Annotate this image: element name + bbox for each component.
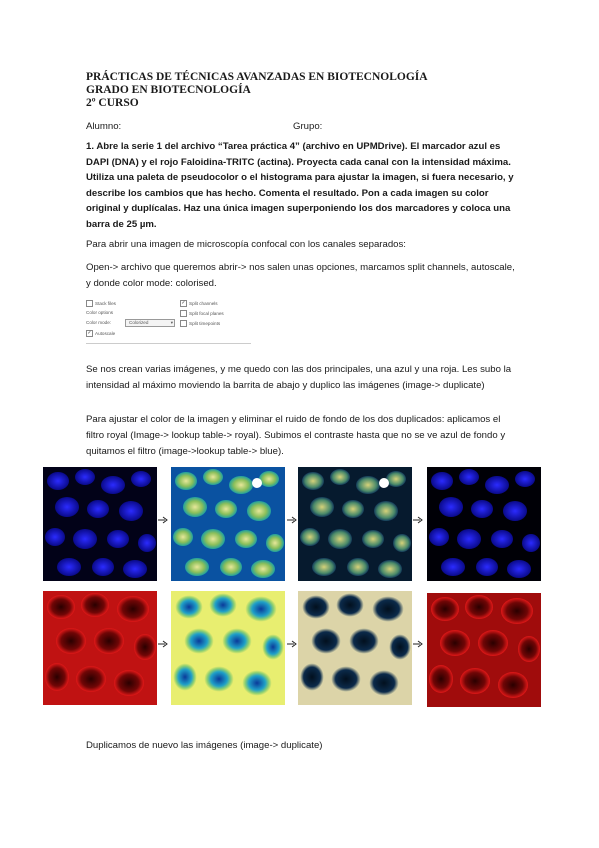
doc-title: PRÁCTICAS DE TÉCNICAS AVANZADAS EN BIOTECNOLOGÍA: [86, 71, 428, 83]
stack-files-option[interactable]: [86, 300, 116, 307]
doc-course: 2º CURSO: [86, 97, 139, 109]
autoscale-label: Autoscale: [95, 331, 116, 336]
split-timepoints-option[interactable]: [180, 320, 220, 327]
actin-original-image: [43, 591, 157, 705]
paragraph-open-image: Para abrir una imagen de microscopía confocal con los canales separados:: [86, 239, 406, 250]
color-options-label: Color options: [86, 310, 114, 315]
paragraph-filter: Para ajustar el color de la imagen y eliminar el ruido de fondo de los dos duplicados: aplicamos el filtro royal (Image-> lookup table-> royal). Subimos el contraste hasta que no se ve azul de fondo y quitamos el filtro (image->lookup table-> blue).: [86, 414, 506, 457]
checkbox-icon: ✓: [87, 330, 92, 336]
task-statement: [86, 139, 516, 232]
split-channels-label: Split channels: [189, 301, 218, 306]
arrow-right-icon: [158, 516, 168, 524]
checkbox-icon: [86, 300, 93, 307]
split-focal-option[interactable]: [180, 310, 224, 317]
actin-royal-image: [171, 591, 285, 705]
color-mode-value: Colorized: [129, 320, 149, 325]
actin-contrast-image: [298, 591, 412, 705]
split-focal-label: Split focal planes: [189, 311, 224, 316]
paragraph-duplicate: Duplicamos de nuevo las imágenes (image-> duplicate): [86, 740, 323, 751]
checkbox-icon: ✓: [181, 300, 186, 306]
color-mode-label: Color mode:: [86, 320, 112, 325]
chevron-down-icon: ▾: [170, 320, 173, 325]
stack-files-label: Stack files: [95, 301, 116, 306]
dapi-original-image: [43, 467, 157, 581]
paragraph-open-steps: Open-> archivo que queremos abrir-> nos salen unas opciones, marcamos split channels, autoscale, y donde color mode: colorised.: [86, 262, 515, 289]
autoscale-option[interactable]: [86, 330, 115, 337]
student-label: Alumno:: [86, 121, 122, 132]
dialog-divider: [86, 343, 251, 344]
color-mode-select[interactable]: [125, 319, 175, 327]
split-channels-option[interactable]: [180, 300, 218, 307]
dapi-final-image: [427, 467, 541, 581]
checkbox-icon: [180, 310, 187, 317]
task-number: 1.: [86, 141, 95, 152]
dapi-royal-image: [171, 467, 285, 581]
arrow-right-icon: [287, 516, 297, 524]
paragraph-channels: Se nos crean varias imágenes, y me quedo con las dos principales, una azul y una roja. Les subo la intensidad al máximo moviendo la barrita de abajo y duplico las imágenes (image-> duplicate): [86, 364, 512, 391]
group-label: Grupo:: [293, 121, 323, 132]
arrow-right-icon: [287, 640, 297, 648]
split-timepoints-label: Split timepoints: [189, 321, 221, 326]
doc-degree: GRADO EN BIOTECNOLOGÍA: [86, 84, 251, 96]
arrow-right-icon: [413, 516, 423, 524]
dapi-contrast-image: [298, 467, 412, 581]
import-options-dialog: [86, 298, 250, 344]
arrow-right-icon: [158, 640, 168, 648]
actin-final-image: [427, 593, 541, 707]
task-text: Abre la serie 1 del archivo “Tarea práctica 4” (archivo en UPMDrive). El marcador azul es DAPI (DNA) y el rojo Faloidina-TRITC (actina). Proyecta cada canal con la intensidad máxima. Utiliza una paleta de pseudocolor o el histograma para ajustar la imagen, si fuera necesario, y describe los cambios que has hecho. Comenta el resultado. Pon a cada imagen su color original y duplícalas. Haz una única imagen superponiendo los dos marcadores y coloca una barra de 25 µm.: [86, 141, 514, 230]
checkbox-icon: [180, 320, 187, 327]
arrow-right-icon: [413, 640, 423, 648]
